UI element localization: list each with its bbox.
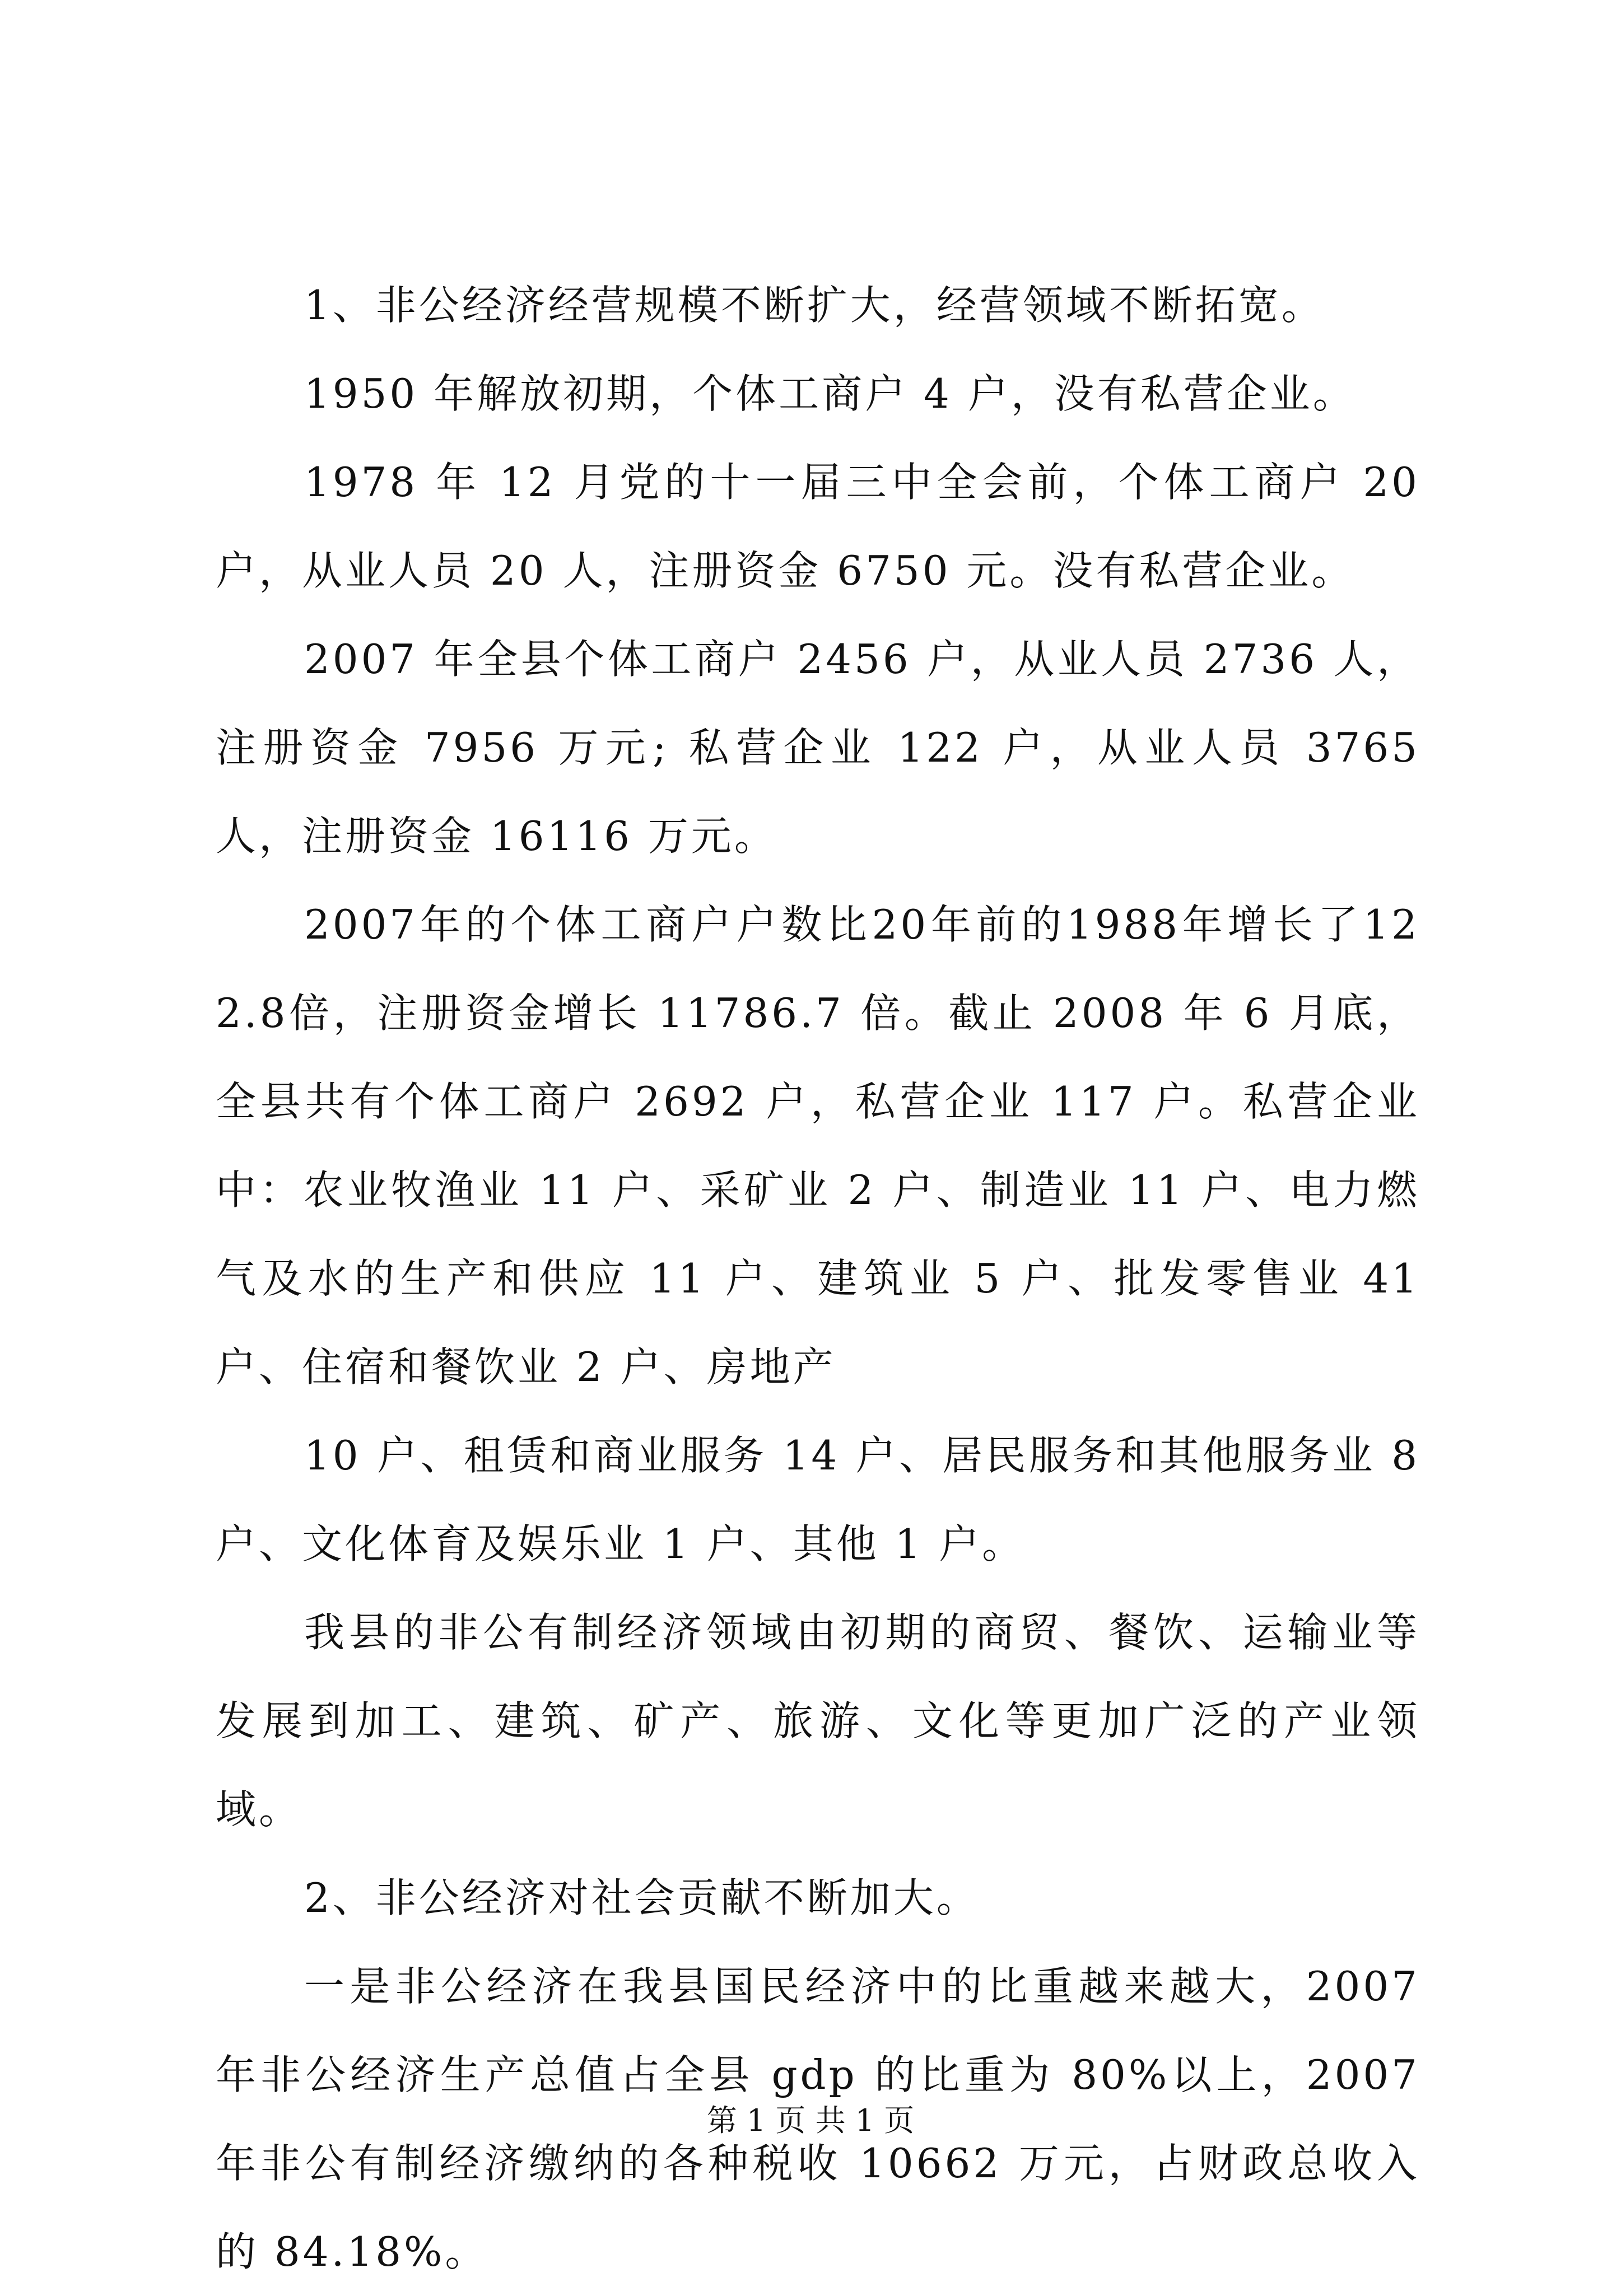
paragraph-2007-growth: 2007年的个体工商户户数比20年前的1988年增长了122.8倍，注册资金增长 11786.7 倍。截止 2008 年 6 月底，全县共有个体工商户 2692 户，私营企业 117 户。私营企业中：农业牧渔业 11 户、采矿业 2 户、制造业 11 户、电力燃气及水的生产和供应 11 户、建筑业 5 户、批发零售业 41 户、住宿和餐饮业 2 户、房地产 [216,901,1420,1390]
paragraph-contribution: 一是非公经济在我县国民经济中的比重越来越大，2007 年非公经济生产总值占全县 gdp 的比重为 80%以上，2007 年非公有制经济缴纳的各种税收 10662 万元，占财政总收入的 84.18%。 [216,1963,1420,2275]
paragraph-industry-list: 10 户、租赁和商业服务 14 户、居民服务和其他服务业 8 户、文化体育及娱乐业 1 户、其他 1 户。 [216,1432,1420,1567]
paragraph-1950: 1950 年解放初期，个体工商户 4 户，没有私营企业。 [304,370,1356,417]
paragraph-2007-totals: 2007 年全县个体工商户 2456 户，从业人员 2736 人，注册资金 7956 万元; 私营企业 122 户，从业人员 3765 人，注册资金 16116 万元。 [216,636,1420,860]
document-body [216,261,1420,2296]
page-footer: 第 1 页 共 1 页 [706,2103,915,2138]
paragraph-heading-1: 1、非公经济经营规模不断扩大，经营领域不断拓宽。 [304,282,1325,329]
paragraph-1978: 1978 年 12 月党的十一届三中全会前，个体工商户 20 户，从业人员 20 人，注册资金 6750 元。没有私营企业。 [216,459,1420,594]
paragraph-fields: 我县的非公有制经济领域由初期的商贸、餐饮、运输业等发展到加工、建筑、矿产、旅游、文化等更加广泛的产业领域。 [216,1609,1420,1833]
paragraph-heading-2: 2、非公经济对社会贡献不断加大。 [304,1874,980,1921]
